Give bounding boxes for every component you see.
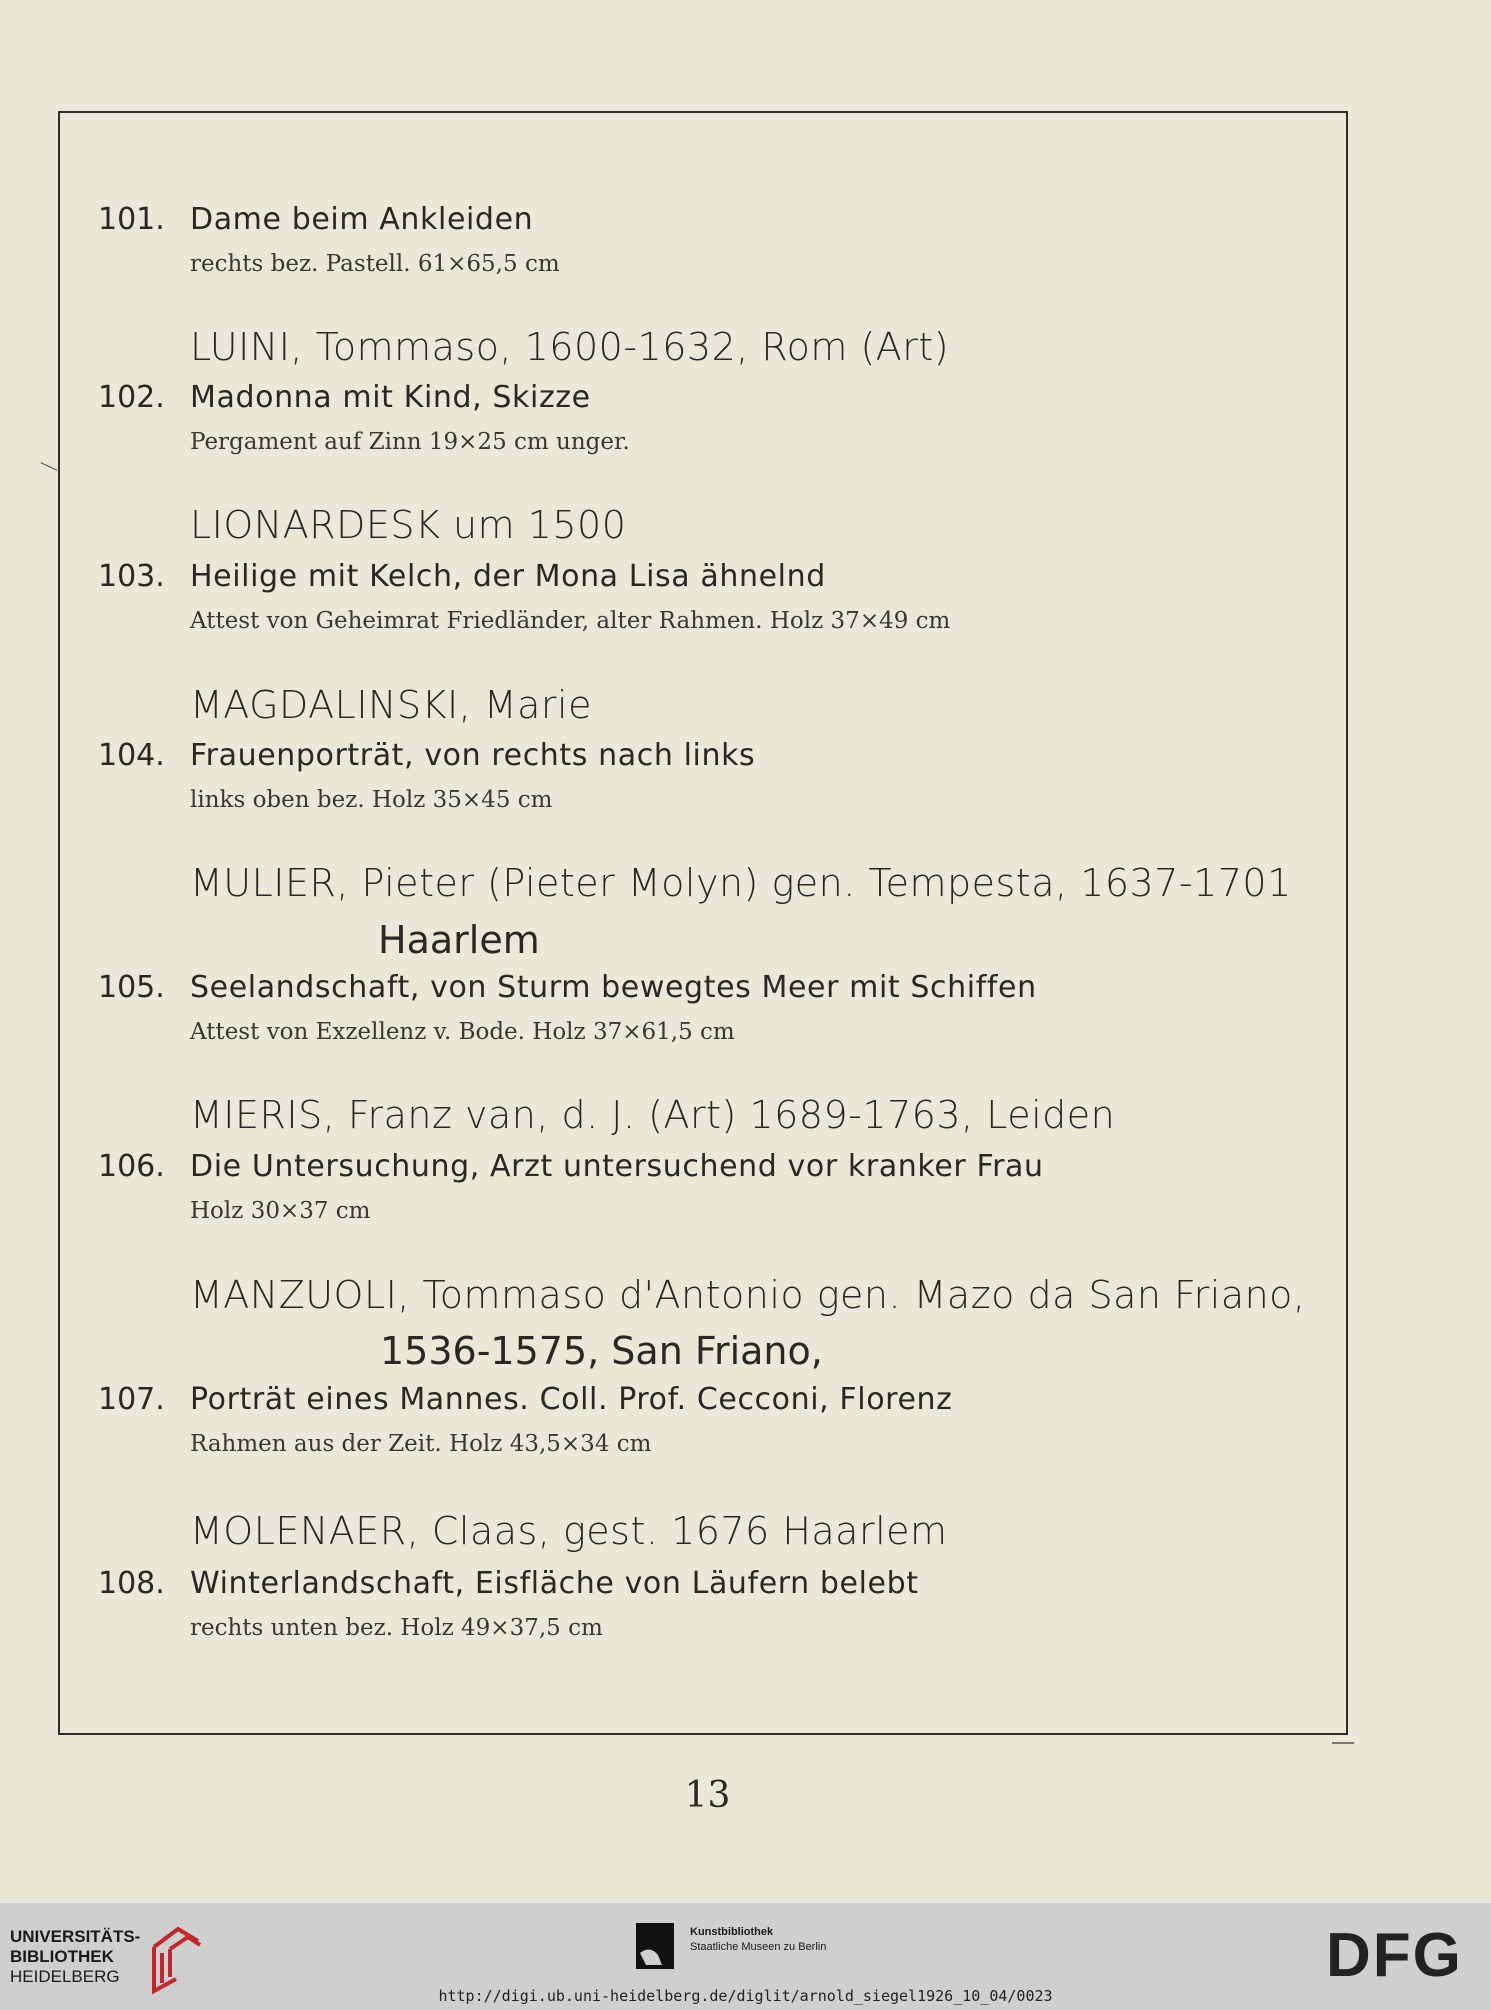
lot-title: Seelandschaft, von Sturm bewegtes Meer mit Schiffen [190, 970, 1037, 1005]
kb-line-1: Kunstbibliothek [690, 1926, 774, 1938]
lot-detail: Rahmen aus der Zeit. Holz 43,5×34 cm [190, 1431, 652, 1457]
lot-number: 106. [98, 1149, 165, 1184]
lot-detail: Attest von Geheimrat Friedländer, alter Rahmen. Holz 37×49 cm [190, 608, 951, 634]
margin-mark [41, 462, 58, 471]
lot-detail: Holz 30×37 cm [190, 1198, 371, 1224]
lot-title: Porträt eines Mannes. Coll. Prof. Cecconi, Florenz [190, 1382, 953, 1417]
artist-heading: MANZUOLI, Tommaso d'Antonio gen. Mazo da San Friano, [190, 1273, 1306, 1317]
kb-line-2: Staatliche Museen zu Berlin [690, 1941, 827, 1953]
university-line-2: BIBLIOTHEK [10, 1947, 114, 1966]
artist-heading: MIERIS, Franz van, d. J. (Art) 1689-1763, Leiden [190, 1093, 1116, 1137]
lot-number: 102. [98, 380, 165, 415]
lot-number: 108. [98, 1566, 165, 1601]
lot-title: Madonna mit Kind, Skizze [190, 380, 591, 415]
lot-title: Heilige mit Kelch, der Mona Lisa ähnelnd [190, 559, 826, 594]
lot-detail: rechts bez. Pastell. 61×65,5 cm [190, 251, 560, 277]
university-library-logo-text[interactable] [10, 1927, 140, 1987]
frame-shadow-mark [1332, 1742, 1354, 1744]
lot-detail: links oben bez. Holz 35×45 cm [190, 787, 553, 813]
lot-title: Dame beim Ankleiden [190, 202, 534, 237]
artist-heading: MULIER, Pieter (Pieter Molyn) gen. Tempesta, 1637-1701 [190, 861, 1292, 905]
heidelberg-logo-icon[interactable] [148, 1917, 204, 1997]
viewer-footer [0, 1903, 1491, 2010]
page-number: 13 [684, 1775, 731, 1816]
university-line-1: UNIVERSITÄTS- [10, 1927, 141, 1946]
artist-heading: MOLENAER, Claas, gest. 1676 Haarlem [190, 1509, 948, 1553]
lot-title: Die Untersuchung, Arzt untersuchend vor kranker Frau [190, 1149, 1044, 1184]
permalink-url[interactable]: http://digi.ub.uni-heidelberg.de/diglit/arnold_siegel1926_10_04/0023 [438, 1987, 1053, 2005]
artist-heading: LUINI, Tommaso, 1600-1632, Rom (Art) [190, 325, 950, 369]
lot-title: Frauenporträt, von rechts nach links [190, 738, 756, 773]
kunstbibliothek-text[interactable] [690, 1925, 826, 1955]
dfg-logo[interactable]: DFG [1326, 1921, 1463, 1990]
lot-number: 107. [98, 1382, 165, 1417]
lot-detail: Attest von Exzellenz v. Bode. Holz 37×61,5 cm [190, 1019, 735, 1045]
artist-heading: MAGDALINSKI, Marie [190, 683, 592, 727]
lot-detail: rechts unten bez. Holz 49×37,5 cm [190, 1615, 603, 1641]
lot-detail: Pergament auf Zinn 19×25 cm unger. [190, 429, 630, 455]
lot-number: 101. [98, 202, 165, 237]
lot-title: Winterlandschaft, Eisfläche von Läufern belebt [190, 1566, 919, 1601]
lot-number: 104. [98, 738, 165, 773]
artist-heading: LIONARDESK um 1500 [190, 503, 627, 547]
artist-heading-continuation: 1536-1575, San Friano, [380, 1329, 823, 1373]
lot-number: 105. [98, 970, 165, 1005]
artist-heading-continuation: Haarlem [378, 918, 540, 962]
university-line-3: HEIDELBERG [10, 1967, 120, 1986]
lot-number: 103. [98, 559, 165, 594]
kunstbibliothek-logo-icon[interactable] [636, 1923, 674, 1969]
